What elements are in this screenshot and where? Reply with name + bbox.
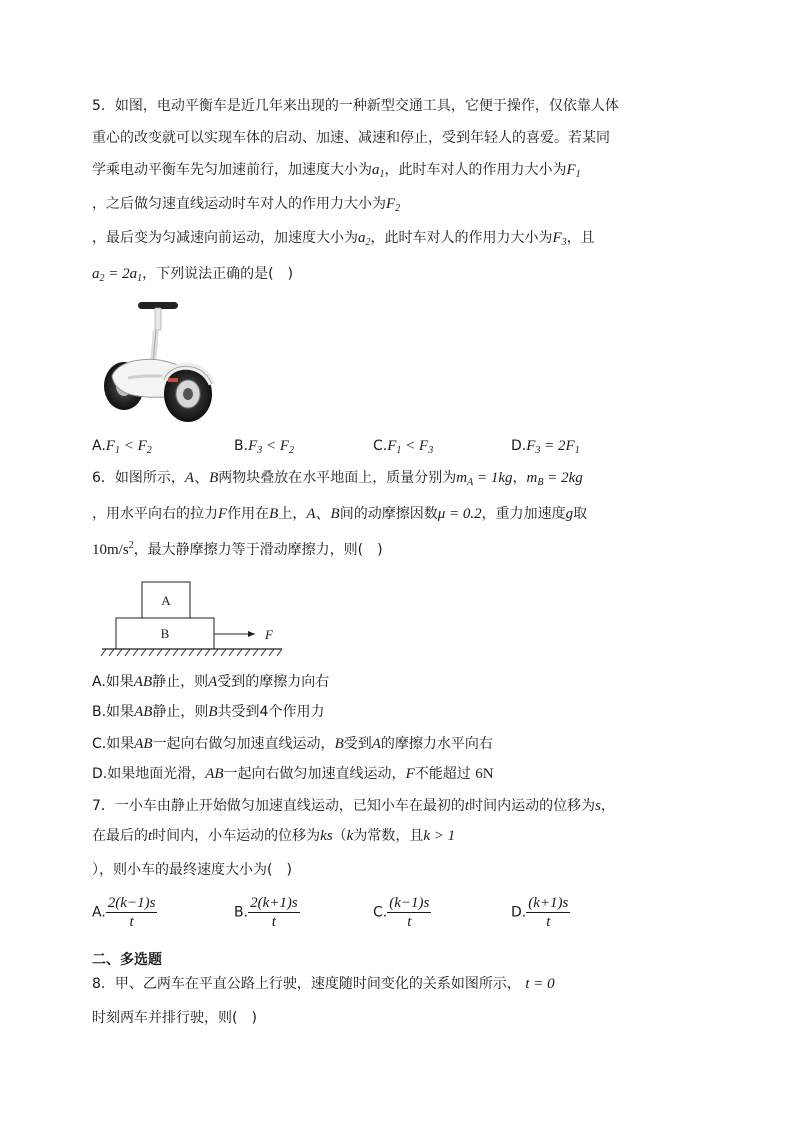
q7-option-b[interactable]: B. $\frac{2(k+1)s}{t}$	[234, 895, 298, 930]
k-gt-1: k > 1	[423, 828, 456, 844]
q5-option-b[interactable]: $B.F_3 < F_2$	[234, 438, 295, 456]
mu: μ = 0.2	[437, 506, 482, 522]
q6-line-3: $10m/s^2$，最大静摩擦力等于滑动摩擦力，则( )	[92, 540, 383, 558]
F1: $F_1$	[566, 162, 581, 180]
q5-option-c[interactable]: $C.F_1 < F_3$	[373, 438, 434, 456]
F2: $F_2$	[386, 196, 401, 214]
q6-option-a[interactable]: A.如果AB静止，则A受到的摩擦力向右	[92, 674, 330, 690]
a1: $a_1$	[372, 162, 385, 180]
q5-line-4: ，之后做匀速直线运动时车对人的作用力大小为$F_2$	[92, 196, 401, 214]
q5-option-d[interactable]: $D.F_3 = 2F_1$	[511, 438, 580, 456]
q7-option-a[interactable]: A. $\frac{2(k-1)s}{t}$	[92, 895, 156, 930]
mass-b: $m_B = 2kg$	[526, 470, 583, 488]
q6-option-c[interactable]: C.如果AB一起向右做匀加速直线运动，B受到A的摩擦力水平向右	[92, 736, 493, 752]
q5-line-5: ，最后变为匀减速向前运动，加速度大小为$a_2$，此时车对人的作用力大小为$F_3$，且	[92, 230, 595, 248]
q7-option-c[interactable]: C. $\frac{(k-1)s}{t}$	[373, 895, 430, 930]
q7-line-1: 7．一小车由静止开始做匀加速直线运动，已知小车在最初的t时间内运动的位移为s，	[92, 798, 615, 814]
block-a-label: A	[161, 593, 171, 608]
section-title-multiple-choice: 二、多选题	[92, 952, 162, 968]
q7-line-3: ），则小车的最终速度大小为( )	[92, 862, 292, 878]
q7-line-2: 在最后的t时间内，小车运动的位移为ks（k为常数，且k > 1	[92, 828, 456, 844]
q5-line-2: 重心的改变就可以实现车体的启动、加速、减速和停止，受到年轻人的喜爱。若某同	[92, 130, 610, 146]
q6-option-b[interactable]: B.如果AB静止，则B共受到4个作用力	[92, 704, 325, 720]
a2: $a_2$	[358, 230, 371, 248]
q6-line-2: ，用水平向右的拉力F作用在B上，A、B间的动摩擦因数μ = 0.2，重力加速度g取	[92, 506, 588, 522]
a2-eq-2a1: $a_2 = 2a_1$	[92, 266, 143, 284]
mass-a: $m_A = 1kg$	[456, 470, 513, 488]
six-newton: 6N	[475, 766, 494, 782]
q6-line-1: 6．如图所示，A、B两物块叠放在水平地面上，质量分别为$m_A = 1kg$，$m_B = 2kg$	[92, 470, 583, 488]
q5-line-3: 学乘电动平衡车先匀加速前行，加速度大小为$a_1$，此时车对人的作用力大小为$F_1$	[92, 162, 581, 180]
g-value: $10m/s^2$	[92, 540, 134, 558]
q8-line-2: 时刻两车并排行驶，则( )	[92, 1010, 257, 1026]
q5-line-1: 5．如图，电动平衡车是近几年来出现的一种新型交通工具，它便于操作，仅依靠人体	[92, 98, 619, 114]
balance-scooter-image	[98, 296, 222, 428]
t-eq-0: t = 0	[525, 976, 555, 992]
F3: $F_3$	[552, 230, 567, 248]
blocks-figure	[100, 578, 290, 660]
q5-line-6: $a_2 = 2a_1$，下列说法正确的是( )	[92, 266, 294, 284]
q5-option-a[interactable]: $A.F_1 < F_2$	[92, 438, 152, 456]
force-label: F	[265, 627, 273, 642]
block-b-label: B	[160, 626, 170, 641]
q7-option-d[interactable]: D. $\frac{(k+1)s}{t}$	[511, 895, 569, 930]
q8-line-1: 8．甲、乙两车在平直公路上行驶，速度随时间变化的关系如图所示， t = 0	[92, 976, 555, 992]
q6-option-d[interactable]: D.如果地面光滑，AB一起向右做匀加速直线运动，F不能超过 6N	[92, 766, 494, 782]
